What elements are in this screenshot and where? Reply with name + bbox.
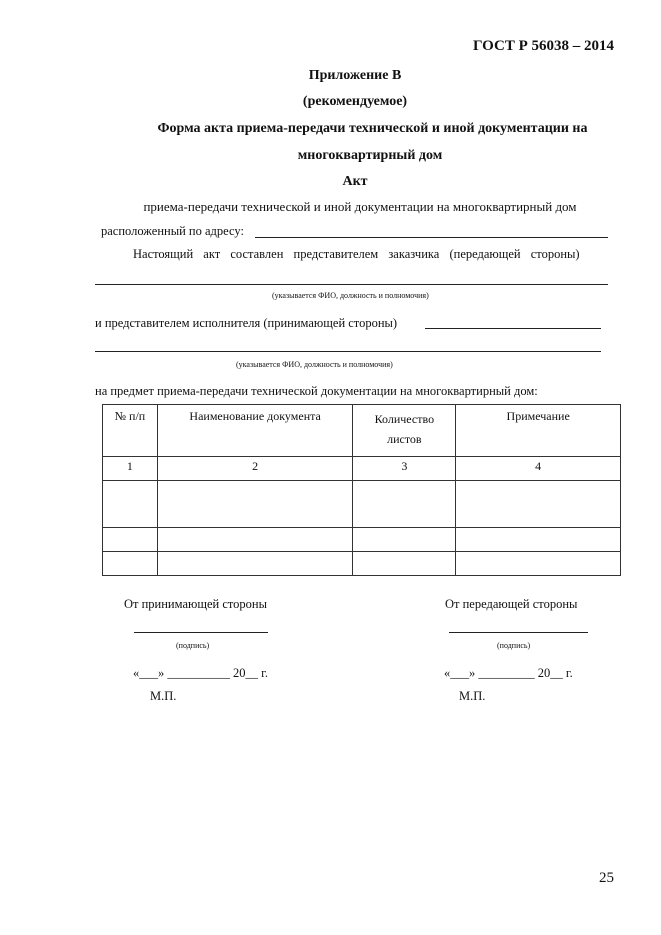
- table-row: [103, 552, 621, 576]
- header-sheet-count-label: Количество листов: [374, 412, 435, 446]
- transferring-signature-line: [449, 632, 588, 633]
- executor-line: [425, 328, 601, 329]
- receiving-date-line: «___» __________ 20__ г.: [133, 666, 268, 680]
- executor-text: и представителем исполнителя (принимающей стороны): [95, 316, 398, 330]
- header-note: Примечание: [456, 405, 621, 457]
- form-title-line2: многоквартирный дом: [297, 148, 443, 163]
- transferring-date-line: «___» _________ 20__ г.: [444, 666, 573, 680]
- standard-number: ГОСТ Р 56038 – 2014: [472, 38, 614, 54]
- appendix-title: Приложение В: [308, 68, 402, 83]
- page-number: 25: [599, 870, 614, 886]
- fio-hint-1: (указывается ФИО, должность и полномочия): [272, 291, 429, 300]
- transferring-stamp: М.П.: [459, 689, 486, 703]
- transferring-sign-hint: (подпись): [497, 641, 531, 650]
- table-row: [103, 481, 621, 528]
- col-number-4: 4: [456, 457, 621, 481]
- col-number-3: 3: [353, 457, 456, 481]
- subject-text: на предмет приема-передачи технической документации на многоквартирный дом:: [95, 384, 538, 398]
- act-subheading: приема-передачи технической и иной документации на многоквартирный дом: [143, 199, 577, 214]
- table-header-row: [103, 405, 621, 457]
- receiving-stamp: М.П.: [150, 689, 177, 703]
- header-document-name: Наименование документа: [157, 405, 353, 457]
- col-number-2: 2: [157, 457, 353, 481]
- customer-fio-line: [95, 284, 608, 285]
- header-number: № п/п: [103, 405, 158, 457]
- receiving-sign-hint: (подпись): [176, 641, 210, 650]
- executor-fio-line: [95, 351, 601, 352]
- table-row: [103, 528, 621, 552]
- customer-text: Настоящий акт составлен представителем заказчика (передающей стороны): [133, 247, 580, 261]
- transferring-party-label: От передающей стороны: [445, 597, 578, 611]
- header-sheet-count: [353, 405, 456, 457]
- address-line: [255, 237, 608, 238]
- receiving-party-label: От принимающей стороны: [124, 597, 268, 611]
- receiving-signature-line: [134, 632, 268, 633]
- table-number-row: [103, 457, 621, 481]
- documents-table: [102, 404, 621, 576]
- act-heading: Акт: [342, 174, 368, 189]
- address-label: расположенный по адресу:: [101, 224, 244, 238]
- form-title-line1: Форма акта приема-передачи технической и иной документации на: [157, 121, 588, 136]
- appendix-status: (рекомендуемое): [302, 94, 408, 109]
- fio-hint-2: (указывается ФИО, должность и полномочия): [236, 360, 393, 369]
- col-number-1: 1: [103, 457, 158, 481]
